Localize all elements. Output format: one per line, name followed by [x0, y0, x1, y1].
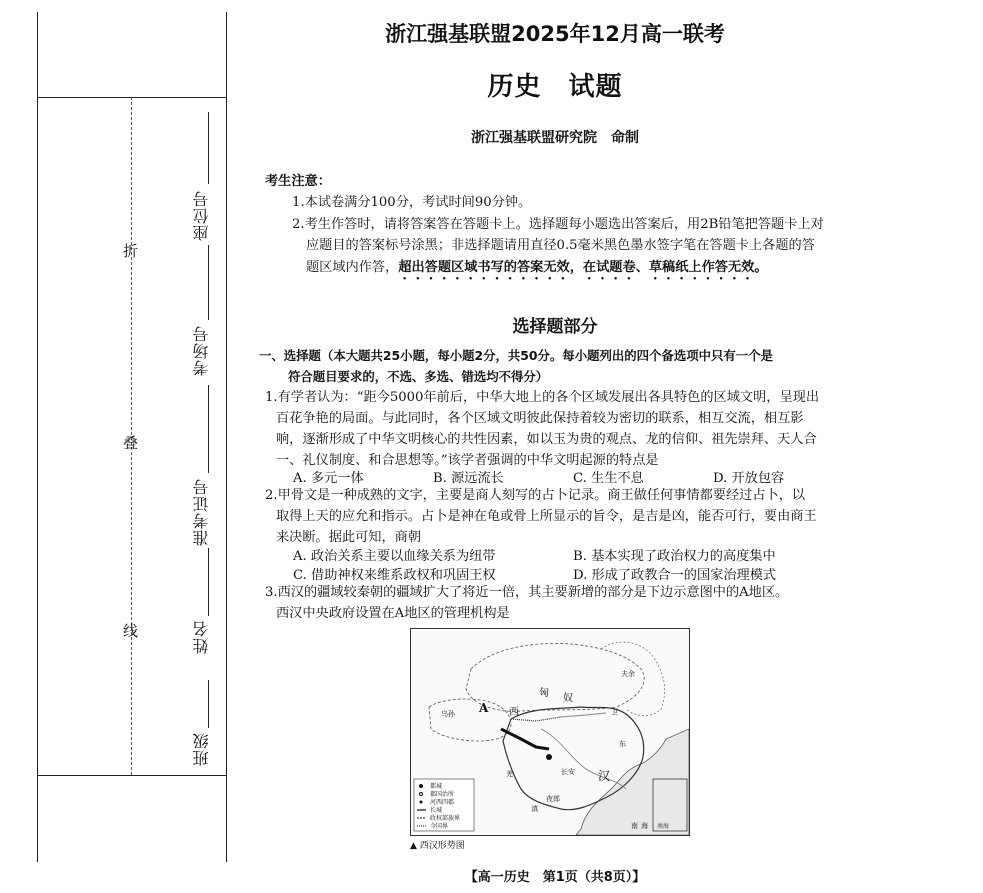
map-label-yelang: 夜郎: [546, 795, 560, 803]
legend-hexi: 河西四郡: [430, 799, 455, 806]
xiongnu-territory: [466, 643, 644, 711]
q2-option-a[interactable]: A. 政治关系主要以血缘关系为纽带: [293, 549, 496, 564]
map-label-changan: 长安: [561, 768, 575, 776]
notice-heading: 考生注意：: [265, 174, 331, 189]
river: [541, 729, 626, 789]
q2-option-d[interactable]: D. 形成了政教合一的国家治理模式: [573, 568, 777, 583]
map-label-qiang: 羌: [506, 770, 513, 778]
map-label-dian: 滇: [531, 805, 538, 813]
fold-char-2: 叠: [123, 434, 139, 452]
exam-room-field[interactable]: [208, 245, 209, 320]
binding-bottom-line: [37, 775, 227, 776]
exam-title: 浙江强基联盟2025年12月高一联考: [385, 22, 725, 46]
q1-option-b[interactable]: B. 源远流长: [433, 471, 504, 486]
notice-item-2-plain: 题区域内作答，: [306, 260, 399, 275]
map-label-wusun: 乌孙: [441, 710, 455, 718]
seat-number-field[interactable]: [208, 112, 209, 184]
fold-char-3: 线: [123, 622, 139, 640]
q1-line-2: 百花争艳的局面。与此同时，各个区域文明彼此保持着较为密切的联系，相互交流，相互影: [276, 411, 804, 426]
binding-left-border: [37, 12, 38, 862]
q1-line-3: 响，逐渐形成了中华文明核心的共性因素，如以玉为贵的观点、龙的信仰、祖先崇拜、天人合: [276, 432, 817, 447]
q3-line-1: 3.西汉的疆域较秦朝的疆域扩大了将近一倍，其主要新增的部分是下边示意图中的A地区。: [265, 585, 789, 600]
map-label-nu: 奴: [563, 693, 573, 704]
western-han-map: [410, 628, 690, 836]
notice-warning-emphasis: 超出答题区域书写的答案无效，在试题卷、草稿纸上作答无效。: [398, 260, 768, 275]
q1-line-1: 1.有学者认为：“距今5000年前后，中华大地上的各个区域发展出各具特色的区域文明，呈现出: [265, 390, 820, 405]
great-wall: [511, 713, 606, 721]
q1-option-a[interactable]: A. 多元一体: [293, 471, 364, 486]
map-label-fuyu: 夫余: [621, 670, 635, 678]
legend-capital: 都城: [430, 783, 443, 790]
map-caption: ▲ 西汉形势图: [410, 841, 465, 851]
map-label-nanhai-inset: 南海: [657, 823, 670, 830]
notice-item-2-line-2: 应题目的答案标号涂黑；非选择题请用直径0.5毫米黑色墨水签字笔在答题卡上各题的答: [306, 238, 815, 253]
class-label: 班级: [192, 732, 211, 766]
notice-item-2-line-1: 2.考生作答时，请将答案答在答题卡上。选择题每小题选出答案后，用2B铅笔把答题卡上对: [292, 217, 824, 232]
map-label-hai: 海: [641, 822, 648, 830]
exam-page: [255, 0, 975, 893]
binding-right-border: [226, 12, 227, 862]
q2-option-c[interactable]: C. 借助神权来维系政权和巩固王权: [293, 568, 496, 583]
q2-line-2: 取得上天的应允和指示。占卜是神在龟或骨上所显示的旨令，是吉是凶，能否可行，要由商王: [276, 509, 817, 524]
legend-border: 政权部族界: [430, 815, 461, 822]
legend-modern-border: 今国界: [430, 823, 449, 830]
section-title: 选择题部分: [512, 317, 598, 337]
legend-county: 郡国治所: [430, 791, 455, 798]
legend-wall: 长城: [430, 807, 443, 814]
section-instruction-line-2: 符合题目要求的，不选、多选、错选均不得分）: [288, 369, 549, 384]
admission-number-label: 准考证号: [192, 478, 211, 546]
q1-line-4: 一、礼仪制度、和合思想等。”该学者强调的中华文明起源的特点是: [276, 453, 659, 468]
region-a: [429, 699, 511, 741]
subject-title: 历史 试题: [487, 72, 623, 102]
exam-room-label: 考场号: [192, 325, 211, 376]
section-instruction-line-1: 一、选择题（本大题共25小题，每小题2分，共50分。每小题列出的四个备选项中只有一个是: [259, 348, 773, 363]
name-field[interactable]: [208, 548, 209, 616]
map-label-wei: 卫: [611, 708, 618, 716]
class-field[interactable]: [208, 680, 209, 728]
notice-item-2-line-3: [306, 257, 768, 283]
page-footer: 【高一历史 第1页（共8页）】: [464, 870, 646, 885]
admission-number-field[interactable]: [208, 385, 209, 473]
name-label: 姓名: [192, 620, 211, 654]
publisher-line: 浙江强基联盟研究院 命制: [471, 130, 639, 146]
fold-char-1: 折: [123, 242, 139, 260]
binding-margin: [0, 0, 240, 893]
q2-line-1: 2.甲骨文是一种成熟的文字，主要是商人刻写的占卜记录。商王做任何事情都要经过占卜，以: [265, 488, 806, 503]
seat-number-label: 座位号: [192, 190, 211, 241]
map-label-nan: 南: [631, 822, 638, 830]
notice-item-1: 1.本试卷满分100分，考试时间90分钟。: [292, 195, 532, 210]
q3-line-2: 西汉中央政府设置在A地区的管理机构是: [276, 606, 510, 621]
sea-region: [576, 729, 689, 835]
capital-marker: [546, 754, 552, 760]
hexi-corridor: [501, 729, 549, 749]
map-label-dong: 东: [619, 740, 626, 748]
map-label-xi: 西: [509, 707, 519, 718]
legend-hexi-symbol: [420, 801, 423, 804]
q2-option-b[interactable]: B. 基本实现了政治权力的高度集中: [573, 549, 776, 564]
map-label-a: A: [479, 701, 489, 715]
legend-capital-symbol: [419, 784, 423, 788]
map-label-han: 汉: [598, 769, 611, 783]
binding-top-line: [37, 97, 227, 98]
q2-line-3: 来决断。据此可知，商朝: [276, 530, 422, 545]
map-label-xiong: 匈: [539, 688, 549, 699]
q1-option-c[interactable]: C. 生生不息: [573, 471, 644, 486]
q1-option-d[interactable]: D. 开放包容: [713, 471, 785, 486]
